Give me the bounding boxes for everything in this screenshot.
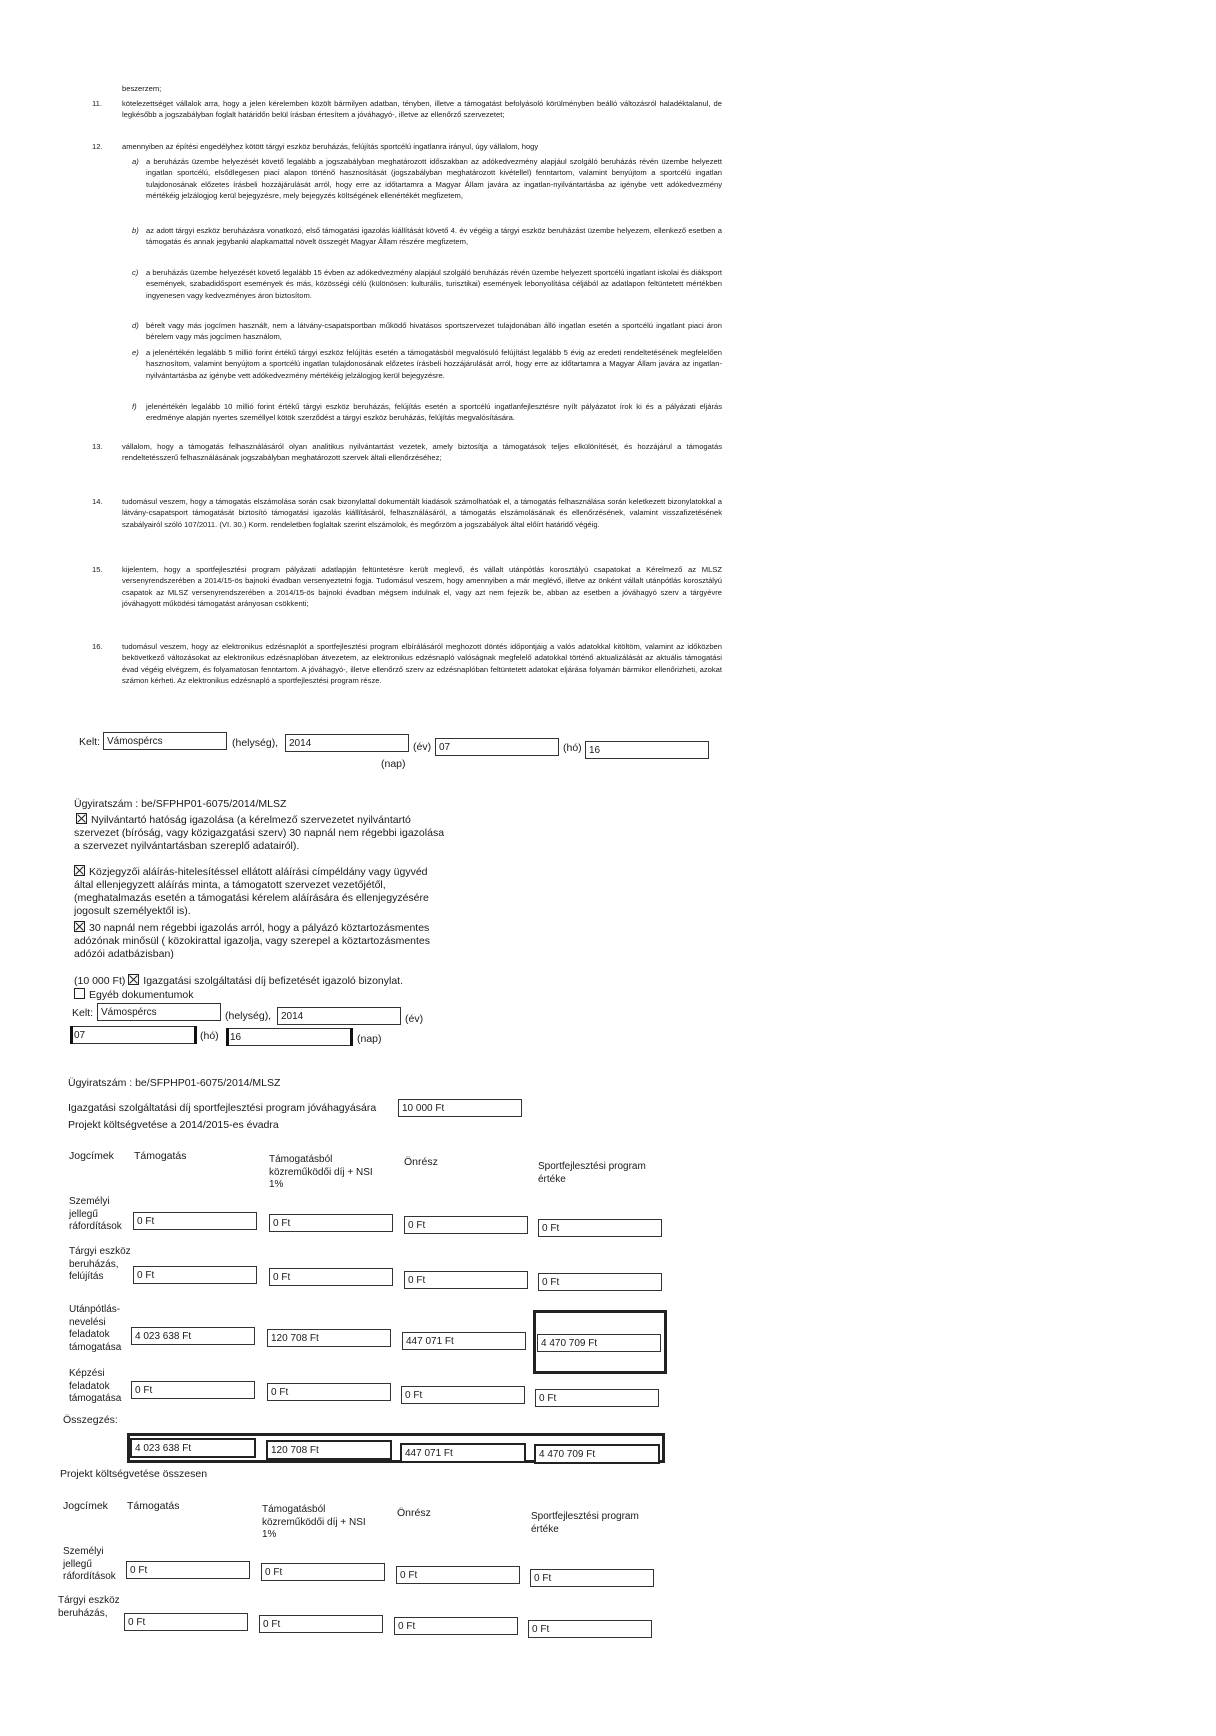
cell[interactable]: 0 Ft <box>267 1383 391 1401</box>
fee-label: Igazgatási szolgáltatási díj sportfejlesztési program jóváhagyására <box>68 1102 377 1114</box>
field-edge <box>226 1028 229 1046</box>
cell[interactable]: 447 071 Ft <box>402 1332 526 1350</box>
fee-field[interactable]: 10 000 Ft <box>398 1099 522 1117</box>
cell[interactable]: 0 Ft <box>261 1563 385 1581</box>
day-field[interactable]: 16 <box>585 741 709 759</box>
cell[interactable]: 0 Ft <box>530 1569 654 1587</box>
row-label: Tárgyi eszköz beruházás, <box>58 1595 120 1619</box>
cell[interactable]: 0 Ft <box>259 1615 383 1633</box>
checkbox-icon[interactable] <box>128 974 139 985</box>
year-label: (év) <box>413 741 432 753</box>
checkbox-icon[interactable] <box>74 988 85 999</box>
cell[interactable]: 0 Ft <box>404 1271 528 1289</box>
year-field[interactable]: 2014 <box>277 1007 401 1025</box>
item-13: 13. vállalom, hogy a támogatás felhasználásáról olyan analitikus nyilvántartást vezetek, amely biztosítja a támogatások teljes elkülönítését, és hozzájárul a támogatás rendeltetésszerű felhasználásának jogszabályban meghatározott szervek általi ellenőrzéséhez; <box>92 442 722 463</box>
sum-label: Összegzés: <box>63 1414 118 1426</box>
year-label: (év) <box>405 1013 424 1025</box>
place-label: (helység), <box>225 1010 272 1022</box>
item-12-f: f) jelenértékén legalább 10 millió forint értékű tárgyi eszköz beruházás, felújítás esetén a sportcélú ingatlanfejlesztésre nyílt pályázatot írok ki és a pályázati eljárás eredménye alapján nyertes személlyel kötök szerződést a tárgyi eszköz beruházás, felújítás megvalósítására. <box>132 402 722 423</box>
field-edge <box>70 1026 73 1044</box>
col-header: Jogcímek <box>63 1500 108 1512</box>
col-header: Támogatás <box>127 1500 180 1512</box>
cell[interactable]: 0 Ft <box>394 1617 518 1635</box>
month-label: (hó) <box>200 1030 219 1042</box>
ugyiratszam-1: Ügyiratszám : be/SFPHP01-6075/2014/MLSZ <box>74 798 287 810</box>
row-label: Tárgyi eszköz beruházás, felújítás <box>69 1246 131 1282</box>
day-field[interactable]: 16 <box>226 1028 352 1046</box>
col-header: Támogatásból közreműködői díj + NSI 1% <box>269 1154 373 1190</box>
col-header: Támogatás <box>134 1150 187 1162</box>
sum-cell[interactable]: 447 071 Ft <box>400 1443 526 1463</box>
budget-title-2: Projekt költségvetése összesen <box>60 1468 208 1480</box>
item-text: kötelezettséget vállalok arra, hogy a jelen kérelemben közölt bármilyen adatban, tényben, illetve a támogatást befolyásoló körülményben beálló változásról haladéktalanul, de legkésőbb a jogszabályban foglalt határidőn belül írásban értesítem a jóváhagyó-, illetve az ellenőrző szervezetet; <box>122 99 722 120</box>
cell[interactable]: 0 Ft <box>131 1381 255 1399</box>
sum-cell[interactable]: 120 708 Ft <box>266 1440 392 1460</box>
budget-title-1: Projekt költségvetése a 2014/2015-es évadra <box>68 1119 279 1131</box>
cell[interactable]: 0 Ft <box>535 1389 659 1407</box>
other-doc-item: Egyéb dokumentumok <box>74 988 193 1002</box>
kelt-label: Kelt: <box>72 1007 94 1019</box>
cell[interactable]: 0 Ft <box>401 1386 525 1404</box>
doc-item: 30 napnál nem régebbi igazolás arról, hogy a pályázó köztartozásmentes adózónak minősül ( közokirattal igazolja, vagy szerepel a köztartozásmentes adózói adatbázisban) <box>74 922 431 960</box>
item-16: 16. tudomásul veszem, hogy az elektronikus edzésnaplót a sportfejlesztési program elbírálásáról meghozott döntés időpontjáig a valós adatokkal kitöltöm, valamint az időközben bekövetkező változásokat az elektronikus edzésnaplóban átvezetem, az elektronikus edzésnapló valóságnak megfelelő adatokkal történő aktualizálását az aktuális támogatási évad végéig elvégzem, és folyamatosan fenntartom. A jóváhagyó-, illetve ellenőrző szerv az edzésnaplóban feltüntetett adatokat eljárása folyamán bármikor ellenőrizheti, azokat számon kérheti. Az elektronikus edzésnapló a sportfejlesztési program része. <box>92 642 722 686</box>
day-label: (nap) <box>357 1033 382 1045</box>
cell[interactable]: 0 Ft <box>124 1613 248 1631</box>
col-header: Jogcímek <box>69 1150 114 1162</box>
row-label: Személyi jellegű ráfordítások <box>63 1546 116 1582</box>
cell[interactable]: 0 Ft <box>528 1620 652 1638</box>
sum-cell[interactable]: 4 023 638 Ft <box>130 1438 256 1458</box>
checkbox-icon[interactable] <box>74 921 85 932</box>
item-12-c: c) a beruházás üzembe helyezését követő legalább 15 évben az adókedvezmény alapjául szolgáló beruházás révén üzembe helyezett sportcélú ingatlant iskolai és diáksport események, szabadidősport események és más, közösségi célú (különösen: kulturális, turisztikai) események lebonyolítása céljából az adatlapon feltüntetett mértékben ingyenesen vagy kedvezményes áron biztosítom. <box>132 268 722 300</box>
field-edge <box>350 1028 353 1046</box>
item-14: 14. tudomásul veszem, hogy a támogatás elszámolása során csak bizonylattal dokumentált kiadások számolhatóak el, a támogatás felhasználása során keletkezett bizonylatokkal a látvány-csapatsport támogatását biztosító támogatási igazolás kiállításáról, felhasználásáról, a támogatás elszámolásának és ellenőrzésének, valamint visszafizetésének szabályairól szóló 107/2011. (VI. 30.) Korm. rendeletben foglaltak szerint elszámolok, és megőrzöm a jogszabályok által előírt határidő végéig. <box>92 497 722 529</box>
item-number: 11. <box>92 99 102 108</box>
item-12-e: e) a jelenértékén legalább 5 millió forint értékű tárgyi eszköz felújítás esetén a támogatásból megvalósuló felújítást legalább 5 évig az eredeti rendeltetésének megfelelően hasznosítom, valamint benyújtom a sportcélú ingatlan tulajdonosának előzetes írásbeli hozzájárulását arról, hogy erre az időtartamra a Magyar Állam javára az ingatlan-nyilvántartásba az igénybe vett adókedvezmény mértékéig jelzálogjog kerül bejegyzésre. <box>132 348 722 380</box>
cell[interactable]: 0 Ft <box>404 1216 528 1234</box>
item-text: amennyiben az építési engedélyhez kötött tárgyi eszköz beruházás, felújítás sportcélú ingatlanra irányul, úgy vállalom, hogy <box>122 142 539 151</box>
cell[interactable]: 0 Ft <box>538 1219 662 1237</box>
col-header: Önrész <box>404 1156 438 1168</box>
item-12-a: a) a beruházás üzembe helyezését követő legalább a jogszabályban meghatározott időszakban az adókedvezmény alapjául szolgáló beruházás révén üzembe helyezett ingatlan sportcélú, elsődlegesen piaci alapon történő hasznosítását (jogszabályban meghatározott kivétellel) fenntartom, valamint benyújtom a sportcélú ingatlan tulajdonosának előzetes írásbeli hozzájárulását arról, hogy erre az időtartamra a Magyar Állam javára az ingatlan-nyilvántartásba az igénybe vett adókedvezmény mértékéig jelzálogjog kerül bejegyzésre, mely bejegyzés költségének ellenértékét megfizetem, <box>132 157 722 201</box>
sum-cell[interactable]: 4 470 709 Ft <box>534 1444 660 1464</box>
checkbox-icon[interactable] <box>76 813 87 824</box>
item-10-tail: beszerzem; <box>122 84 162 93</box>
item-12-b: b) az adott tárgyi eszköz beruházásra vonatkozó, első támogatási igazolás kiállítását követő 4. év végéig a tárgyi eszköz beruházást üzembe helyezem, ellenkező esetben a támogatás és annak jegybanki alapkamattal növelt összegét Magyar Állam részére megfizetem, <box>132 226 722 247</box>
cell[interactable]: 0 Ft <box>133 1212 257 1230</box>
checkbox-icon[interactable] <box>74 865 85 876</box>
fee-doc-item: (10 000 Ft) Igazgatási szolgáltatási díj befizetését igazoló bizonylat. <box>74 975 404 987</box>
year-field[interactable]: 2014 <box>285 734 409 752</box>
item-12 <box>92 141 722 152</box>
month-field[interactable]: 07 <box>70 1026 196 1044</box>
cell[interactable]: 0 Ft <box>538 1273 662 1291</box>
cell[interactable]: 0 Ft <box>396 1566 520 1584</box>
cell[interactable]: 4 023 638 Ft <box>131 1327 255 1345</box>
doc-item: Közjegyzői aláírás-hitelesítéssel ellátott aláírási címpéldány vagy ügyvéd által ellenjegyzett aláírás minta, a támogatott szervezet vezetőjétől, (meghatalmazás esetén a támogatási kérelem aláírására és ellenjegyzésére jogosult személyektől is). <box>74 866 429 917</box>
item-11 <box>92 98 722 121</box>
row-label: Személyi jellegű ráfordítások <box>69 1196 122 1232</box>
col-header: Sportfejlesztési program értéke <box>531 1511 639 1535</box>
place-label: (helység), <box>232 737 279 749</box>
cell[interactable]: 0 Ft <box>269 1214 393 1232</box>
col-header: Önrész <box>397 1507 431 1519</box>
cell[interactable]: 0 Ft <box>269 1268 393 1286</box>
field-edge <box>194 1026 197 1044</box>
item-15: 15. kijelentem, hogy a sportfejlesztési program pályázati adatlapján feltüntetésre került meglevő, és vállalt utánpótlás korosztályú csapatokat a Kérelmező az MLSZ versenyrendszerében a 2014/15-ös bajnoki évadban versenyeztetni fogja. Tudomásul veszem, hogy amennyiben a már meglévő, illetve az önként vállalt utánpótlás korosztályú csapatok az MLSZ versenyrendszerében a 2014/15-ös bajnoki évadban mégsem indulnak el, vagy azt nem fejezik be, abban az esetben a jóváhagyó szerv a tárgyévre jóváhagyott működési támogatást arányosan csökkenti; <box>92 565 722 609</box>
col-header: Sportfejlesztési program értéke <box>538 1161 646 1185</box>
cell[interactable]: 120 708 Ft <box>267 1329 391 1347</box>
doc-item: Nyilvántartó hatóság igazolása (a kérelmező szervezetet nyilvántartó szervezet (bíróság, vagy közigazgatási szerv) 30 napnál nem régebbi igazolása a szervezet nyilvántartásban szereplő adatairól). <box>74 814 445 852</box>
cell[interactable]: 0 Ft <box>126 1561 250 1579</box>
item-12-d: d) bérelt vagy más jogcímen használt, nem a látvány-csapatsportban működő hivatásos sportszervezet tulajdonában álló ingatlan esetén a sportcélú ingatlant piaci áron bérelem vagy más jogcímen használom, <box>132 321 722 342</box>
cell[interactable]: 0 Ft <box>133 1266 257 1284</box>
col-header: Támogatásból közreműködői díj + NSI 1% <box>262 1504 366 1540</box>
row-label: Utánpótlás-nevelési feladatok támogatása <box>69 1304 122 1353</box>
row-label: Képzési feladatok támogatása <box>69 1368 122 1404</box>
item-number: 12. <box>92 142 103 151</box>
place-field[interactable]: Vámospércs <box>103 732 227 750</box>
kelt-label: Kelt: <box>79 736 101 748</box>
month-field[interactable]: 07 <box>435 738 559 756</box>
ugyiratszam-2: Ügyiratszám : be/SFPHP01-6075/2014/MLSZ <box>68 1077 281 1089</box>
month-label: (hó) <box>563 742 582 754</box>
place-field[interactable]: Vámospércs <box>97 1003 221 1021</box>
day-label: (nap) <box>381 758 406 770</box>
cell[interactable]: 4 470 709 Ft <box>537 1334 661 1352</box>
